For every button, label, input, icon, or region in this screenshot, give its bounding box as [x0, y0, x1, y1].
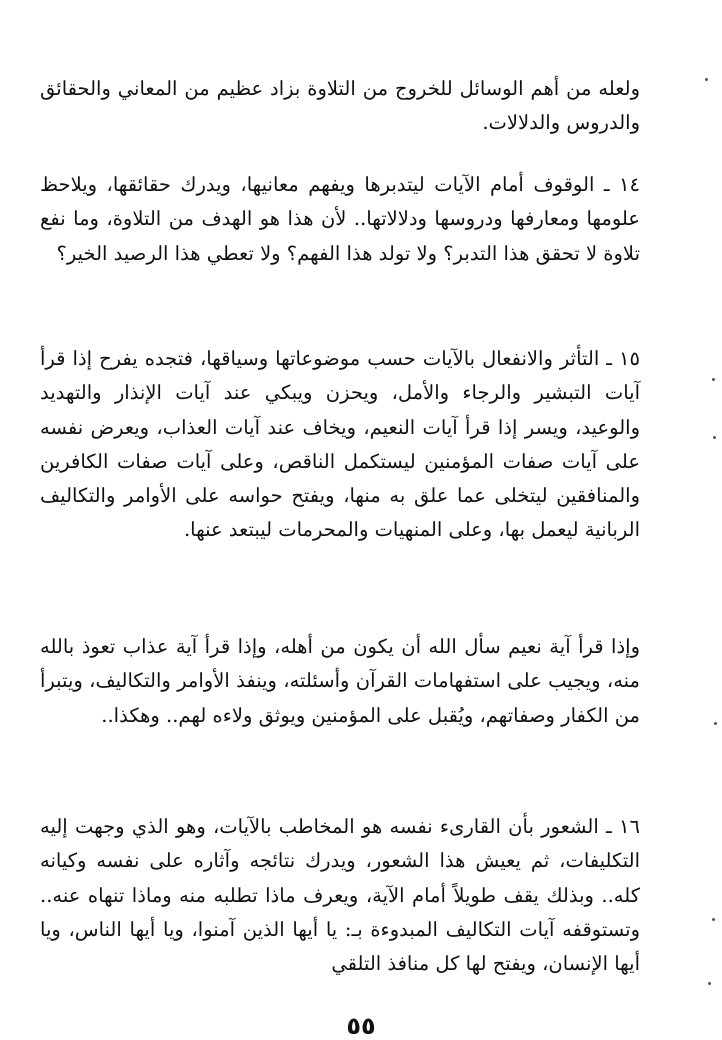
- paragraph-item-16: ١٦ ـ الشعور بأن القارىء نفسه هو المخاطب بالآيات، وهو الذي وجهت إليه التكليفات، ثم يعيش هذا الشعور، ويدرك نتائجه وآثاره على نفسه وكيانه كله.. وبذلك يقف طويلاً أمام الآية، ويعرف ماذا تطلبه منه وماذا تنهاه عنه.. وتستوقفه آيات التكاليف المبدوءة بـ: يا أيها الذين آمنوا، ويا أيها الناس، ويا أيها الإنسان، ويفتح لها كل منافذ التلقي: [40, 815, 640, 976]
- scan-speck: [705, 78, 708, 81]
- paragraph-intro: ولعله من أهم الوسائل للخروج من التلاوة بزاد عظيم من المعاني والحقائق والدروس والدلالات.: [40, 77, 640, 135]
- paragraph-item-14: ١٤ ـ الوقوف أمام الآيات ليتدبرها ويفهم معانيها، ويدرك حقائقها، ويلاحظ علومها ومعارفها ودروسها ودلالاتها.. لأن هذا هو الهدف من التلاوة، وما نفع تلاوة لا تحقق هذا التدبر؟ ولا تولد هذا الفهم؟ ولا تعطي هذا الرصيد الخير؟: [40, 173, 640, 265]
- scan-speck: [712, 378, 715, 381]
- paragraph-item-15: ١٥ ـ التأثر والانفعال بالآيات حسب موضوعاتها وسياقها، فتجده يفرح إذا قرأ آيات التبشير والرجاء والأمل، ويحزن ويبكي عند آيات الإنذار والتهديد والوعيد، ويسر إذا قرأ آيات النعيم، ويخاف عند آيات العذاب، ويعرض نفسه على آيات صفات المؤمنين ليستكمل الناقص، وعلى آيات صفات الكافرين والمنافقين ليتخلى عما علق به منها، ويفتح حواسه على الأوامر والتكاليف الربانية ليعمل بها، وعلى المنهيات والمحرمات ليبتعد عنها.: [40, 347, 640, 542]
- paragraph-item-15-continued: وإذا قرأ آية نعيم سأل الله أن يكون من أهله، وإذا قرأ آية عذاب تعوذ بالله منه، ويجيب على استفهامات القرآن وأسئلته، وينفذ الأوامر والتكاليف، ويتبرأ من الكفار وصفاتهم، ويُقبل على المؤمنين ويوثق ولاءه لهم.. وهكذا..: [40, 635, 640, 727]
- scan-speck: [712, 918, 715, 921]
- scan-speck: [714, 722, 717, 725]
- page-number: ٥٥: [346, 1012, 376, 1040]
- scan-speck: [708, 982, 711, 985]
- scan-speck: [713, 436, 716, 439]
